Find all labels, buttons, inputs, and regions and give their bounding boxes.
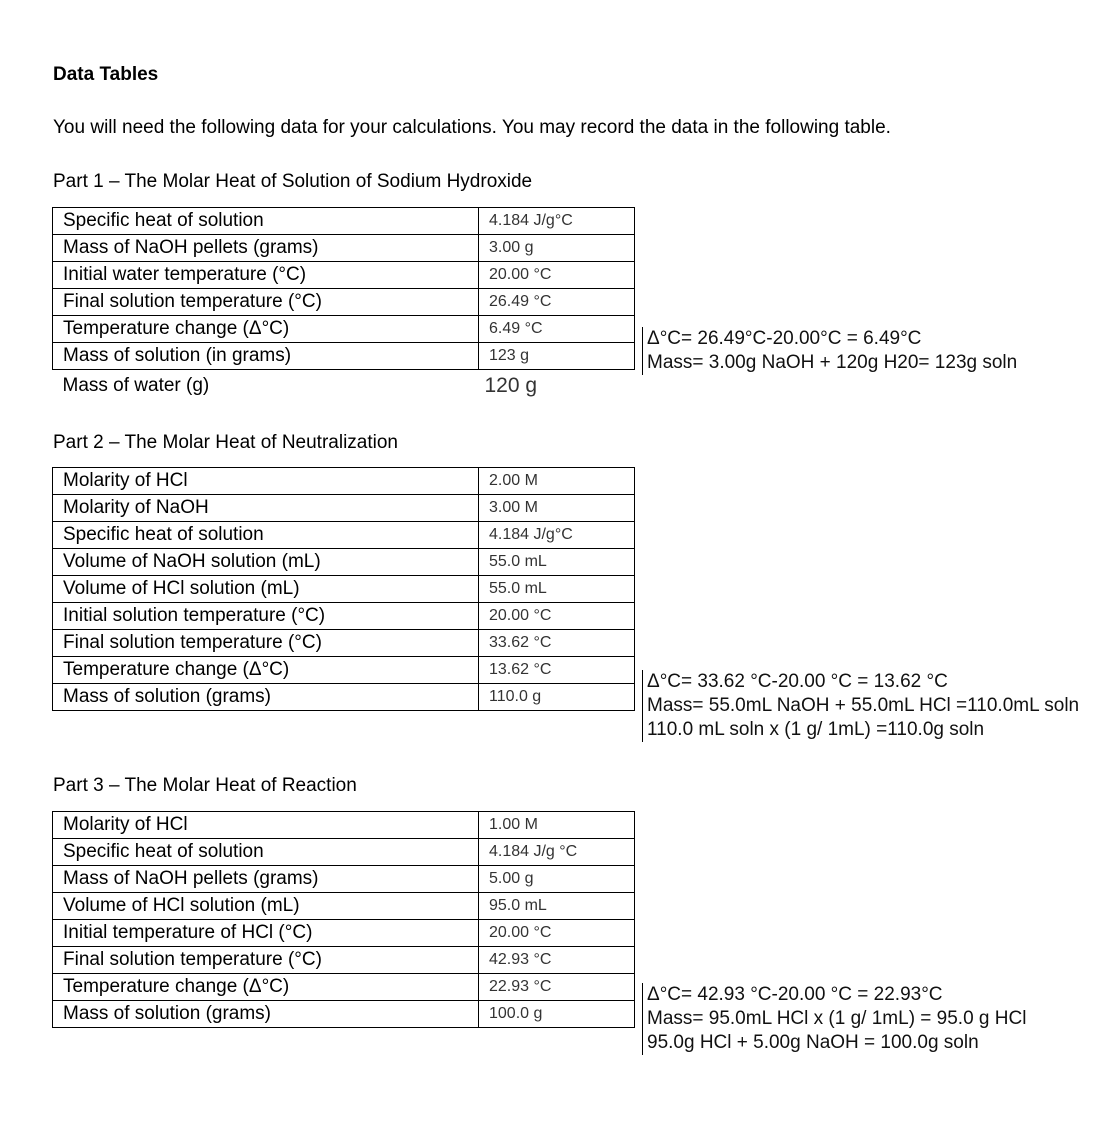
row-value: 1.00 M [479,812,635,839]
row-value: 5.00 g [479,866,635,893]
table-row [53,343,635,370]
row-value: 120 g [484,373,538,397]
row-value: 55.0 mL [479,576,635,603]
table-row [53,657,635,684]
row-label: Initial temperature of HCl (°C) [53,920,479,947]
row-label: Mass of solution (in grams) [53,343,479,370]
row-label: Mass of NaOH pellets (grams) [53,866,479,893]
page-title: Data Tables [53,64,159,85]
table-row [53,603,635,630]
row-label: Molarity of NaOH [53,495,479,522]
table-row [53,316,635,343]
part2-table [52,467,635,711]
table-row [53,1001,635,1028]
table-row [53,522,635,549]
part1-title: Part 1 – The Molar Heat of Solution of Sodium Hydroxide [53,171,533,192]
row-label: Initial water temperature (°C) [53,262,479,289]
row-label: Mass of solution (grams) [53,1001,479,1028]
part3-calculation-notes [642,983,1026,1055]
table-row [53,495,635,522]
table-row [53,370,635,402]
row-label: Specific heat of solution [53,208,479,235]
row-value: 3.00 g [479,235,635,262]
row-label: Volume of NaOH solution (mL) [53,549,479,576]
row-value: 4.184 J/g °C [479,839,635,866]
row-label: Volume of HCl solution (mL) [53,576,479,603]
table-row [53,839,635,866]
row-label: Volume of HCl solution (mL) [53,893,479,920]
part1-table [52,207,635,402]
part2-calculation-notes [642,670,1079,742]
table-row [53,208,635,235]
table-row [53,893,635,920]
intro-text: You will need the following data for your calculations. You may record the data in the following table. [53,117,891,138]
row-label: Final solution temperature (°C) [53,630,479,657]
row-value: 4.184 J/g°C [479,208,635,235]
table-row [53,974,635,1001]
table-row [53,947,635,974]
row-value: 20.00 °C [479,920,635,947]
row-label: Temperature change (Δ°C) [53,316,479,343]
row-label: Temperature change (Δ°C) [53,974,479,1001]
table-row [53,468,635,495]
row-value: 55.0 mL [479,549,635,576]
table-row [53,630,635,657]
row-label: Final solution temperature (°C) [53,289,479,316]
row-label: Mass of solution (grams) [53,684,479,711]
row-value: 6.49 °C [479,316,635,343]
row-value: 42.93 °C [479,947,635,974]
part3-table [52,811,635,1028]
row-label: Molarity of HCl [53,812,479,839]
row-label: Temperature change (Δ°C) [53,657,479,684]
part1-calculation-notes [642,327,1017,375]
note-line: Δ°C= 33.62 °C-20.00 °C = 13.62 °C [647,671,948,692]
note-line: Mass= 3.00g NaOH + 120g H20= 123g soln [647,352,1018,373]
note-line: Mass= 55.0mL NaOH + 55.0mL HCl =110.0mL soln [647,695,1080,716]
row-label: Initial solution temperature (°C) [53,603,479,630]
table-row [53,235,635,262]
part3-title: Part 3 – The Molar Heat of Reaction [53,775,357,796]
note-line: 95.0g HCl + 5.00g NaOH = 100.0g soln [647,1032,979,1053]
table-row [53,289,635,316]
row-label: Mass of water (g) [62,374,210,396]
row-value: 123 g [479,343,635,370]
row-value: 22.93 °C [479,974,635,1001]
table-row [53,812,635,839]
table-row [53,920,635,947]
row-label: Molarity of HCl [53,468,479,495]
row-value: 110.0 g [479,684,635,711]
row-value: 95.0 mL [479,893,635,920]
part2-title: Part 2 – The Molar Heat of Neutralization [53,432,398,453]
row-value: 4.184 J/g°C [479,522,635,549]
row-value: 33.62 °C [479,630,635,657]
note-line: Δ°C= 26.49°C-20.00°C = 6.49°C [647,328,922,349]
note-line: 110.0 mL soln x (1 g/ 1mL) =110.0g soln [647,719,985,740]
row-label: Mass of NaOH pellets (grams) [53,235,479,262]
row-label: Specific heat of solution [53,839,479,866]
row-value: 13.62 °C [479,657,635,684]
row-label: Final solution temperature (°C) [53,947,479,974]
table-row [53,866,635,893]
note-line: Mass= 95.0mL HCl x (1 g/ 1mL) = 95.0 g HCl [647,1008,1027,1029]
table-row [53,549,635,576]
row-value: 2.00 M [479,468,635,495]
row-value: 26.49 °C [479,289,635,316]
row-value: 100.0 g [479,1001,635,1028]
row-value: 3.00 M [479,495,635,522]
row-value: 20.00 °C [479,262,635,289]
row-value: 20.00 °C [479,603,635,630]
note-line: Δ°C= 42.93 °C-20.00 °C = 22.93°C [647,984,943,1005]
table-row [53,576,635,603]
row-label: Specific heat of solution [53,522,479,549]
table-row [53,684,635,711]
table-row [53,262,635,289]
